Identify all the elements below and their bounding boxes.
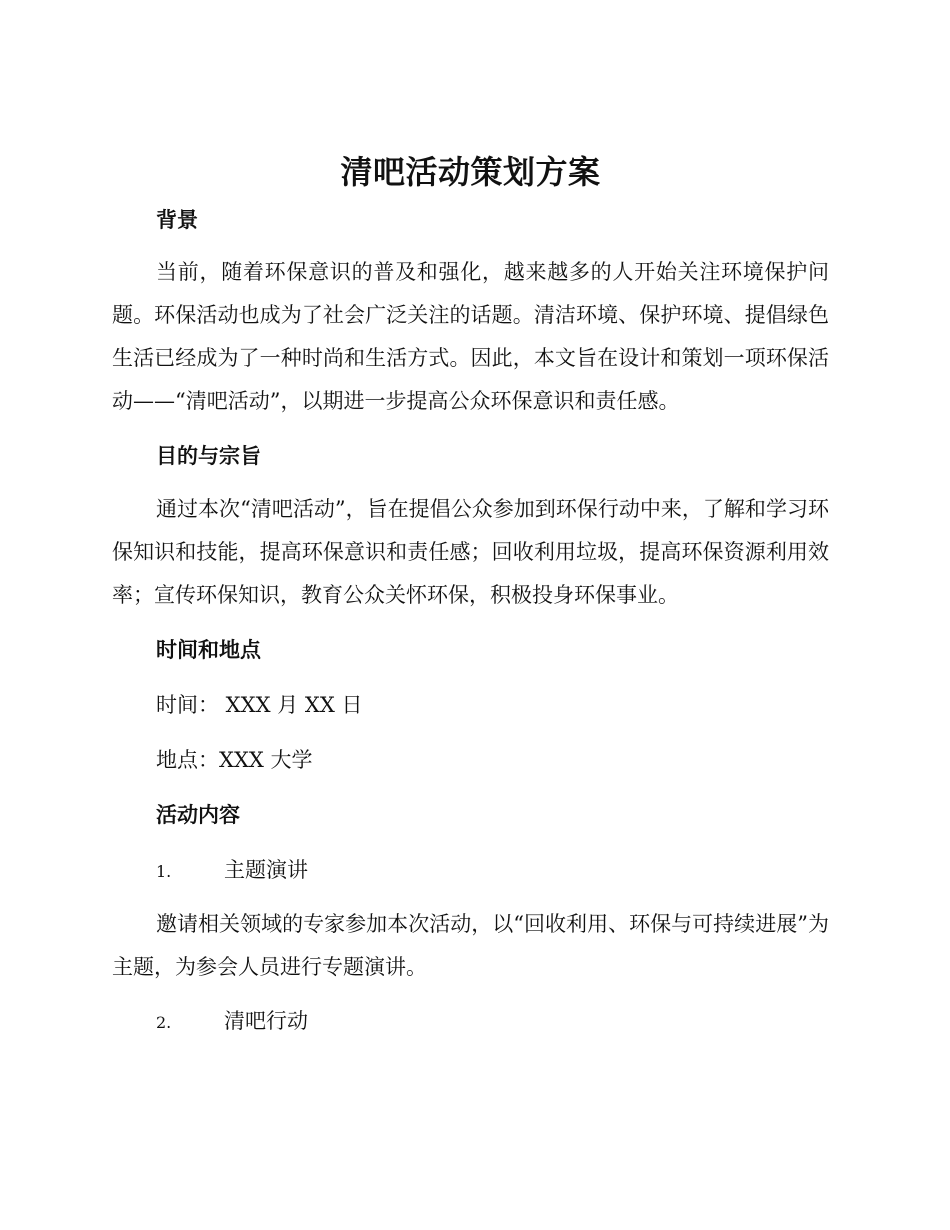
list-item-number: 2.	[156, 1013, 172, 1032]
time-line: 时间： XXX 月 XX 日	[156, 693, 363, 717]
background-paragraph: 当前，随着环保意识的普及和强化，越来越多的人开始关注环境保护问题。环保活动也成为了社会广泛关注的话题。清洁环境、保护环境、提倡绿色生活已经成为了一种时尚和生活方式。因此，本文旨在设计和策划一项环保活动——“清吧活动”，以期进一步提高公众环保意识和责任感。	[112, 260, 829, 413]
section-heading-time-place: 时间和地点	[156, 638, 261, 662]
section-heading-content: 活动内容	[156, 803, 240, 827]
place-line: 地点：XXX 大学	[156, 748, 313, 772]
purpose-paragraph: 通过本次“清吧活动”，旨在提倡公众参加到环保行动中来，了解和学习环保知识和技能，提高环保意识和责任感；回收利用垃圾，提高环保资源利用效率；宣传环保知识，教育公众关怀环保，积极投身环保事业。	[112, 497, 829, 607]
list-item-label: 清吧行动	[224, 1009, 308, 1033]
section-heading-purpose: 目的与宗旨	[156, 444, 261, 468]
section-heading-background: 背景	[156, 208, 198, 232]
document-page	[112, 0, 829, 1230]
list-item	[156, 855, 308, 887]
list-item-number: 1.	[156, 862, 172, 881]
document-title: 清吧活动策划方案	[340, 153, 601, 191]
list-item-label: 主题演讲	[224, 858, 308, 882]
list-item	[156, 1006, 308, 1038]
keynote-paragraph: 邀请相关领域的专家参加本次活动，以“回收利用、环保与可持续进展”为主题，为参会人员进行专题演讲。	[112, 912, 829, 979]
